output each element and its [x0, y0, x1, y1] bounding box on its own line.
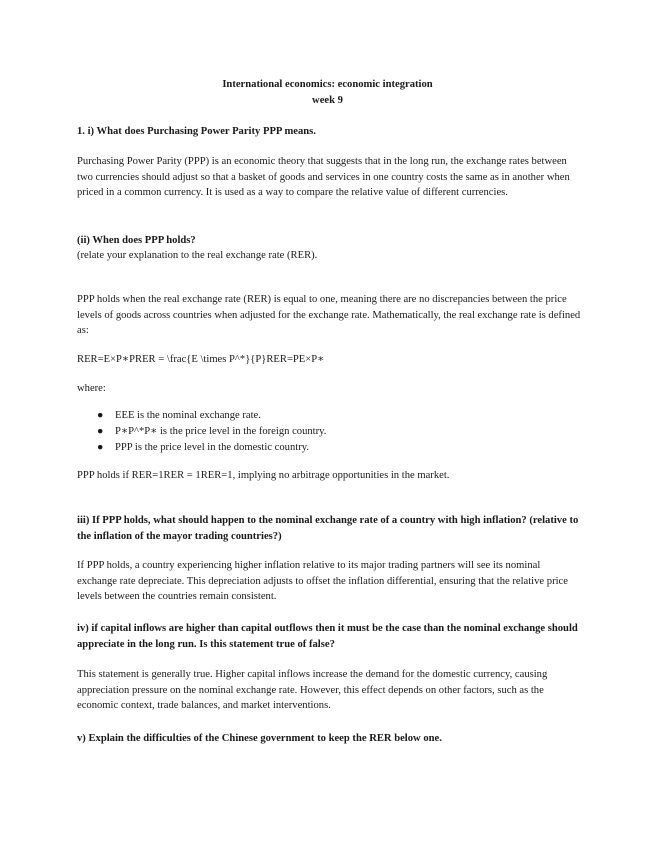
q2-answer: PPP holds when the real exchange rate (RER) is equal to one, meaning there are no discrepancies between the price levels of goods across countries when adjusted for the exchange rate. Mathematically, the real exchange rate is defined as: [77, 294, 581, 337]
q4-heading: iv) if capital inflows are higher than capital outflows then it must be the case than the nominal exchange should appreciate in the long run. Is this statement true of false? [77, 623, 578, 650]
rer-formula: RER=E×P∗PRER = \frac{E \times P^*}{P}RER=PE×P∗ [77, 354, 325, 365]
where-label: where: [77, 383, 106, 394]
q3-answer: If PPP holds, a country experiencing higher inflation relative to its major trading partners will see its nominal exchange rate depreciate. This depreciation adjusts to offset the inflation differential, ensuring that the relative price levels between the countries remain consistent. [77, 560, 568, 603]
q2-conclusion: PPP holds if RER=1RER = 1RER=1, implying no arbitrage opportunities in the market. [77, 470, 450, 481]
q1-answer: Purchasing Power Parity (PPP) is an economic theory that suggests that in the long run, the exchange rates between two currencies should adjust so that a basket of goods and services in one country costs the same as in another when priced in a common currency. It is used as a way to compare the relative value of different currencies. [77, 156, 570, 199]
list-item: ● EEE is the nominal exchange rate. [77, 408, 582, 424]
bullet-icon: ● [97, 426, 104, 437]
q3-heading: iii) If PPP holds, what should happen to the nominal exchange rate of a country with high inflation? (relative to the inflation of the mayor trading countries?) [77, 515, 579, 542]
bullet-icon: ● [97, 410, 104, 421]
document-title: International economics: economic integration [222, 79, 433, 90]
q2-instruction: (relate your explanation to the real exchange rate (RER). [77, 250, 318, 261]
list-item: ● P∗P^*P∗ is the price level in the foreign country. [77, 424, 582, 440]
q4-answer: This statement is generally true. Higher capital inflows increase the demand for the domestic currency, causing appreciation pressure on the nominal exchange rate. However, this effect depends on other factors, such as the economic context, trade balances, and market interventions. [77, 669, 548, 712]
document-subtitle: week 9 [312, 95, 343, 106]
q2-heading: (ii) When does PPP holds? [77, 235, 196, 246]
bullet-icon: ● [97, 442, 104, 453]
variable-list [77, 408, 582, 456]
list-item: ● PPP is the price level in the domestic country. [77, 440, 582, 456]
q5-heading: v) Explain the difficulties of the Chinese government to keep the RER below one. [77, 733, 442, 744]
q1-heading: 1. i) What does Purchasing Power Parity PPP means. [77, 126, 316, 137]
